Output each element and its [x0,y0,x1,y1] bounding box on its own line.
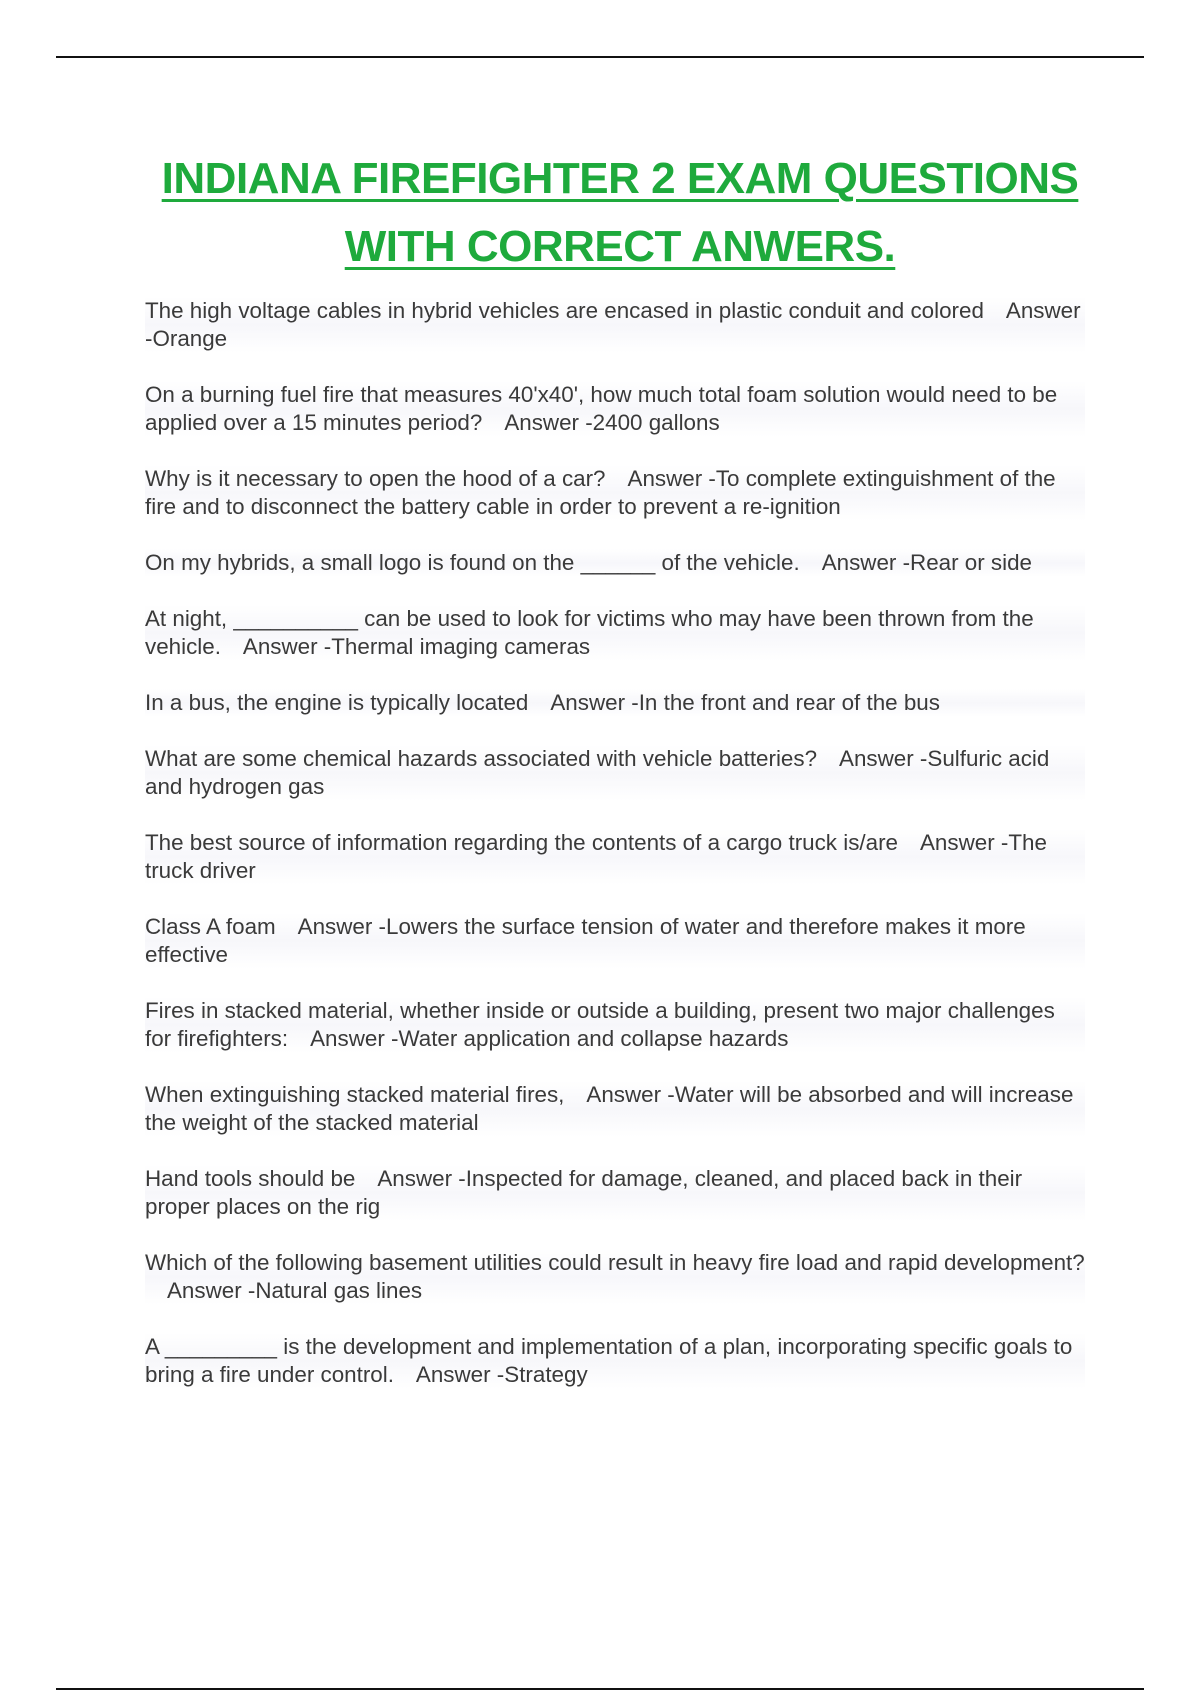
answer-text: Answer -Thermal imaging cameras [242,634,591,659]
qa-list [145,297,1085,1417]
qa-item [145,605,1085,661]
question-text: When extinguishing stacked material fires, [145,1082,565,1107]
answer-text: Answer -Natural gas lines [167,1278,423,1303]
page-title [140,145,1100,281]
bottom-rule [56,1688,1144,1690]
qa-item [145,913,1085,969]
qa-item [145,745,1085,801]
question-text: What are some chemical hazards associated with vehicle batteries? [145,746,818,771]
answer-text: Answer -Water will be absorbed and will increase the weight of the stacked material [145,1082,1074,1135]
answer-text: Answer -Orange [145,298,1081,351]
answer-text: Answer -Sulfuric acid and hydrogen gas [145,746,1050,799]
question-text: Which of the following basement utilities could result in heavy fire load and rapid development? [145,1250,1085,1275]
answer-text: Answer -Water application and collapse hazards [310,1026,789,1051]
answer-text: Answer -Rear or side [821,550,1032,575]
top-rule [56,56,1144,58]
qa-item [145,829,1085,885]
answer-text: Answer -To complete extinguishment of the fire and to disconnect the battery cable in order to prevent a re-ignition [145,466,1056,519]
question-text: Hand tools should be [145,1166,356,1191]
answer-text: Answer -2400 gallons [504,410,720,435]
question-text: The best source of information regarding the contents of a cargo truck is/are [145,830,898,855]
question-text: Fires in stacked material, whether inside or outside a building, present two major challenges for firefighters: [145,998,1055,1051]
question-text: At night, __________ can be used to look for victims who may have been thrown from the vehicle. [145,606,1034,659]
qa-item [145,1081,1085,1137]
answer-text: Answer -Lowers the surface tension of water and therefore makes it more effective [145,914,1026,967]
answer-text: Answer -Inspected for damage, cleaned, and placed back in their proper places on the rig [145,1166,1023,1219]
question-text: Class A foam [145,914,276,939]
answer-text: Answer -In the front and rear of the bus [550,690,940,715]
qa-item [145,297,1085,353]
question-text: In a bus, the engine is typically located [145,690,529,715]
question-text: The high voltage cables in hybrid vehicles are encased in plastic conduit and colored [145,298,984,323]
title-line-2: WITH CORRECT ANWERS. [344,222,896,271]
qa-item [145,689,1085,717]
question-text: On my hybrids, a small logo is found on the ______ of the vehicle. [145,550,800,575]
qa-item [145,549,1085,577]
answer-text: Answer -Strategy [415,1362,588,1387]
title-line-1: INDIANA FIREFIGHTER 2 EXAM QUESTIONS [161,154,1079,203]
question-text: A _________ is the development and implementation of a plan, incorporating specific goals to bring a fire under control. [145,1334,1073,1387]
qa-item [145,1249,1085,1305]
question-text: Why is it necessary to open the hood of a car? [145,466,606,491]
qa-item [145,381,1085,437]
qa-item [145,1165,1085,1221]
qa-item [145,997,1085,1053]
answer-text: Answer -The truck driver [145,830,1047,883]
qa-item [145,1333,1085,1389]
question-text: On a burning fuel fire that measures 40'x40', how much total foam solution would need to be applied over a 15 minutes period? [145,382,1058,435]
qa-item [145,465,1085,521]
